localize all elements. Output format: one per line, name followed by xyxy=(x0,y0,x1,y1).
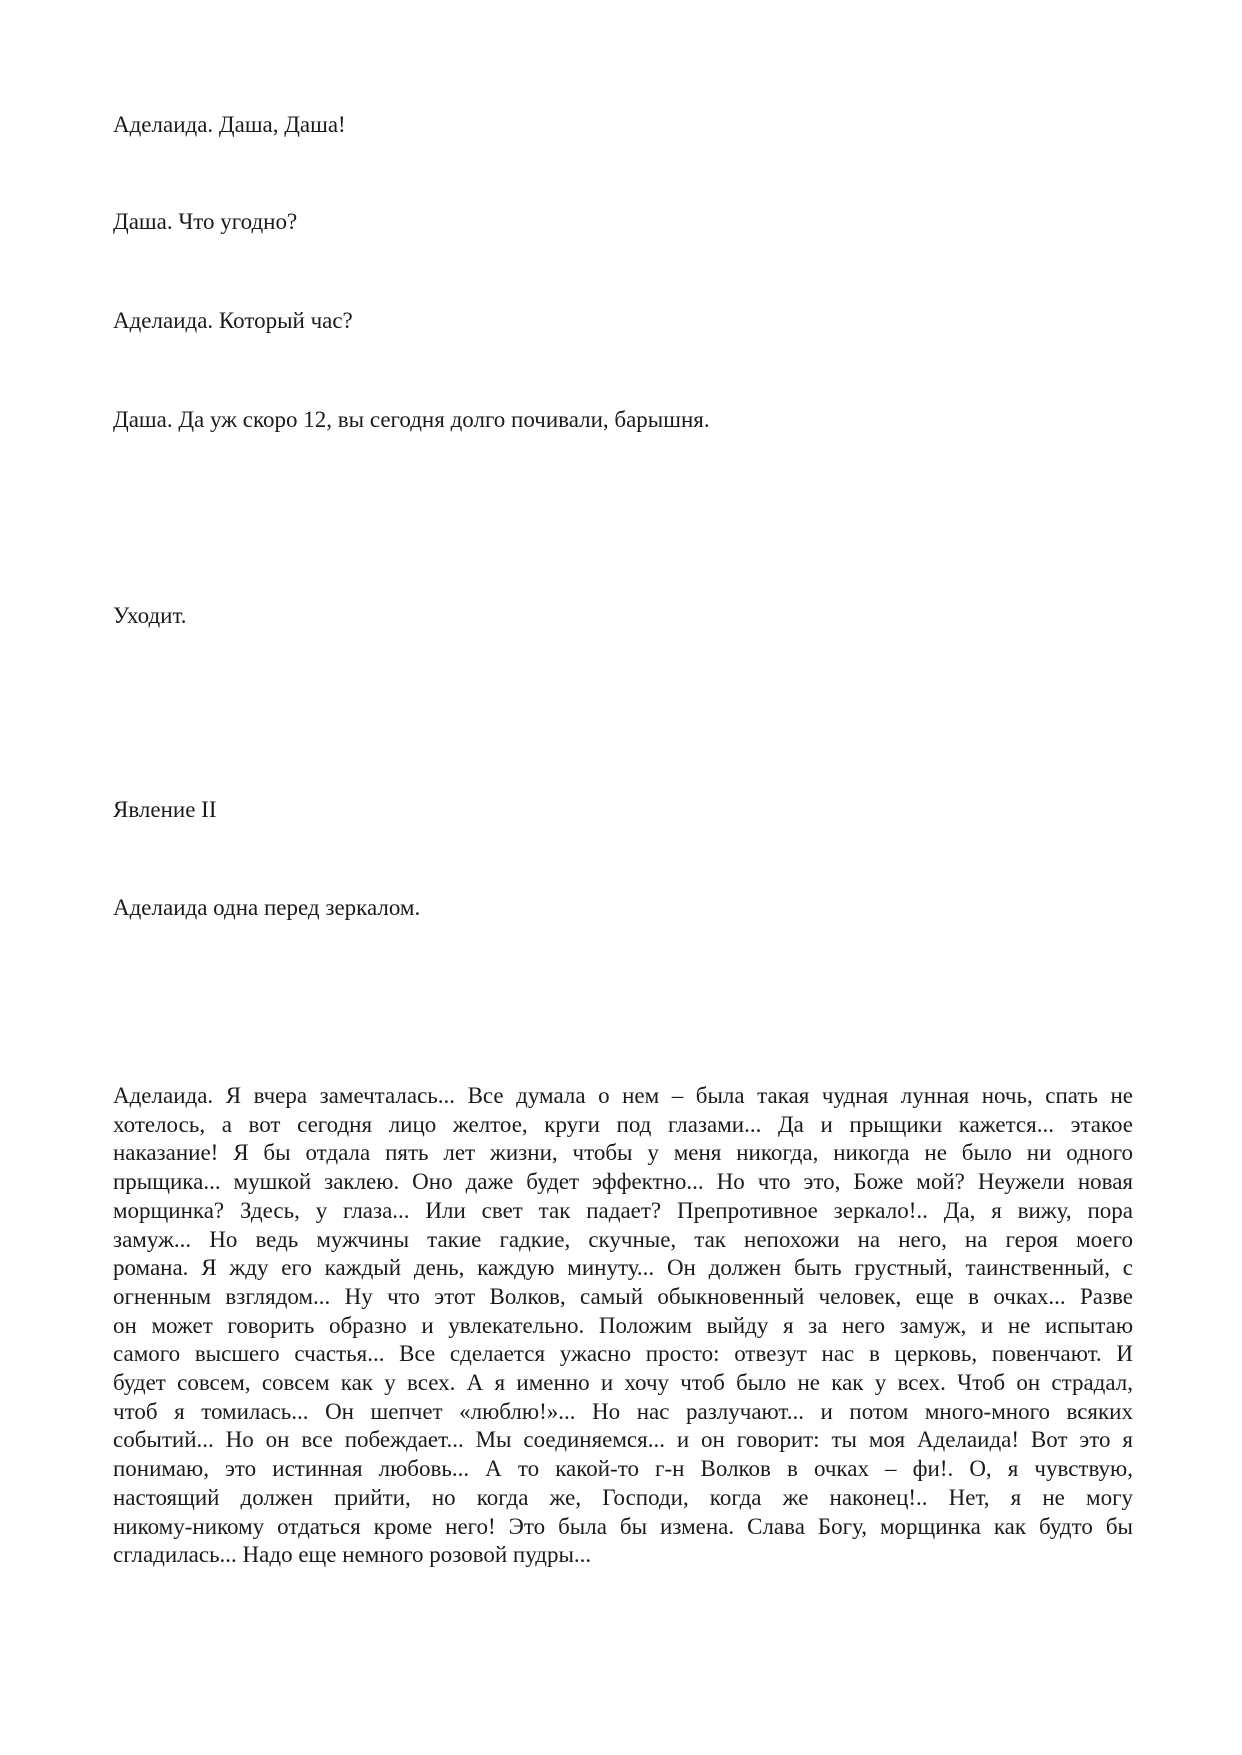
dialogue-line-dasha-1: Даша. Что угодно? xyxy=(113,209,298,234)
monologue-line: понимаю, это истинная любовь... А то какой-то г-н Волков в очках – фи!. О, я чувствую, xyxy=(113,1456,1133,1482)
monologue-line: сгладилась... Надо еще немного розовой пудры... xyxy=(113,1542,592,1568)
monologue-line: будет совсем, совсем как у всех. А я именно и хочу чтоб было не как у всех. Чтоб он страдал, xyxy=(113,1370,1133,1396)
monologue-line: хотелось, а вот сегодня лицо желтое, круги под глазами... Да и прыщики кажется... этакое xyxy=(113,1111,1133,1137)
monologue-line: событий... Но он все побеждает... Мы соединяемся... и он говорит: ты моя Аделаида! Вот это я xyxy=(113,1427,1133,1453)
dialogue-line-adelaida-2: Аделаида. Который час? xyxy=(113,308,353,333)
monologue-line: прыщика... мушкой заклею. Оно даже будет эффектно... Но что это, Боже мой? Неужели новая xyxy=(113,1169,1133,1195)
monologue-line: морщинка? Здесь, у глаза... Или свет так падает? Препротивное зеркало!.. Да, я вижу, пора xyxy=(113,1197,1133,1223)
scene-heading: Явление II xyxy=(113,797,217,822)
monologue-line: Аделаида. Я вчера замечталась... Все думала о нем – была такая чудная лунная ночь, спать не xyxy=(113,1083,1133,1108)
monologue-line: замуж... Но ведь мужчины такие гадкие, скучные, так непохожи на него, на героя моего xyxy=(113,1226,1133,1252)
scene-direction: Аделаида одна перед зеркалом. xyxy=(113,895,421,920)
monologue-line: романа. Я жду его каждый день, каждую минуту... Он должен быть грустный, таинственный, с xyxy=(113,1255,1133,1281)
dialogue-line-adelaida-1: Аделаида. Даша, Даша! xyxy=(113,112,346,137)
monologue-line: он может говорить образно и увлекательно. Положим выйду я за него замуж, и не испытаю xyxy=(113,1312,1133,1338)
monologue-paragraph xyxy=(113,1082,1133,1570)
monologue-line: никому-никому отдаться кроме него! Это была бы измена. Слава Богу, морщинка как будто бы xyxy=(113,1513,1133,1539)
monologue-line: чтоб я томилась... Он шепчет «люблю!»... Но нас разлучают... и потом много-много всяких xyxy=(113,1398,1133,1424)
stage-direction-exit: Уходит. xyxy=(113,603,187,628)
monologue-line: наказание! Я бы отдала пять лет жизни, чтобы у меня никогда, никогда не было ни одного xyxy=(113,1140,1133,1166)
monologue-line: самого высшего счастья... Все сделается ужасно просто: отвезут нас в церковь, повенчают. И xyxy=(113,1341,1133,1367)
monologue-line: огненным взглядом... Ну что этот Волков, самый обыкновенный человек, еще в очках... Разве xyxy=(113,1283,1133,1309)
monologue-line: настоящий должен прийти, но когда же, Господи, когда же наконец!.. Нет, я не могу xyxy=(113,1484,1133,1510)
dialogue-line-dasha-2: Даша. Да уж скоро 12, вы сегодня долго почивали, барышня. xyxy=(113,407,710,432)
